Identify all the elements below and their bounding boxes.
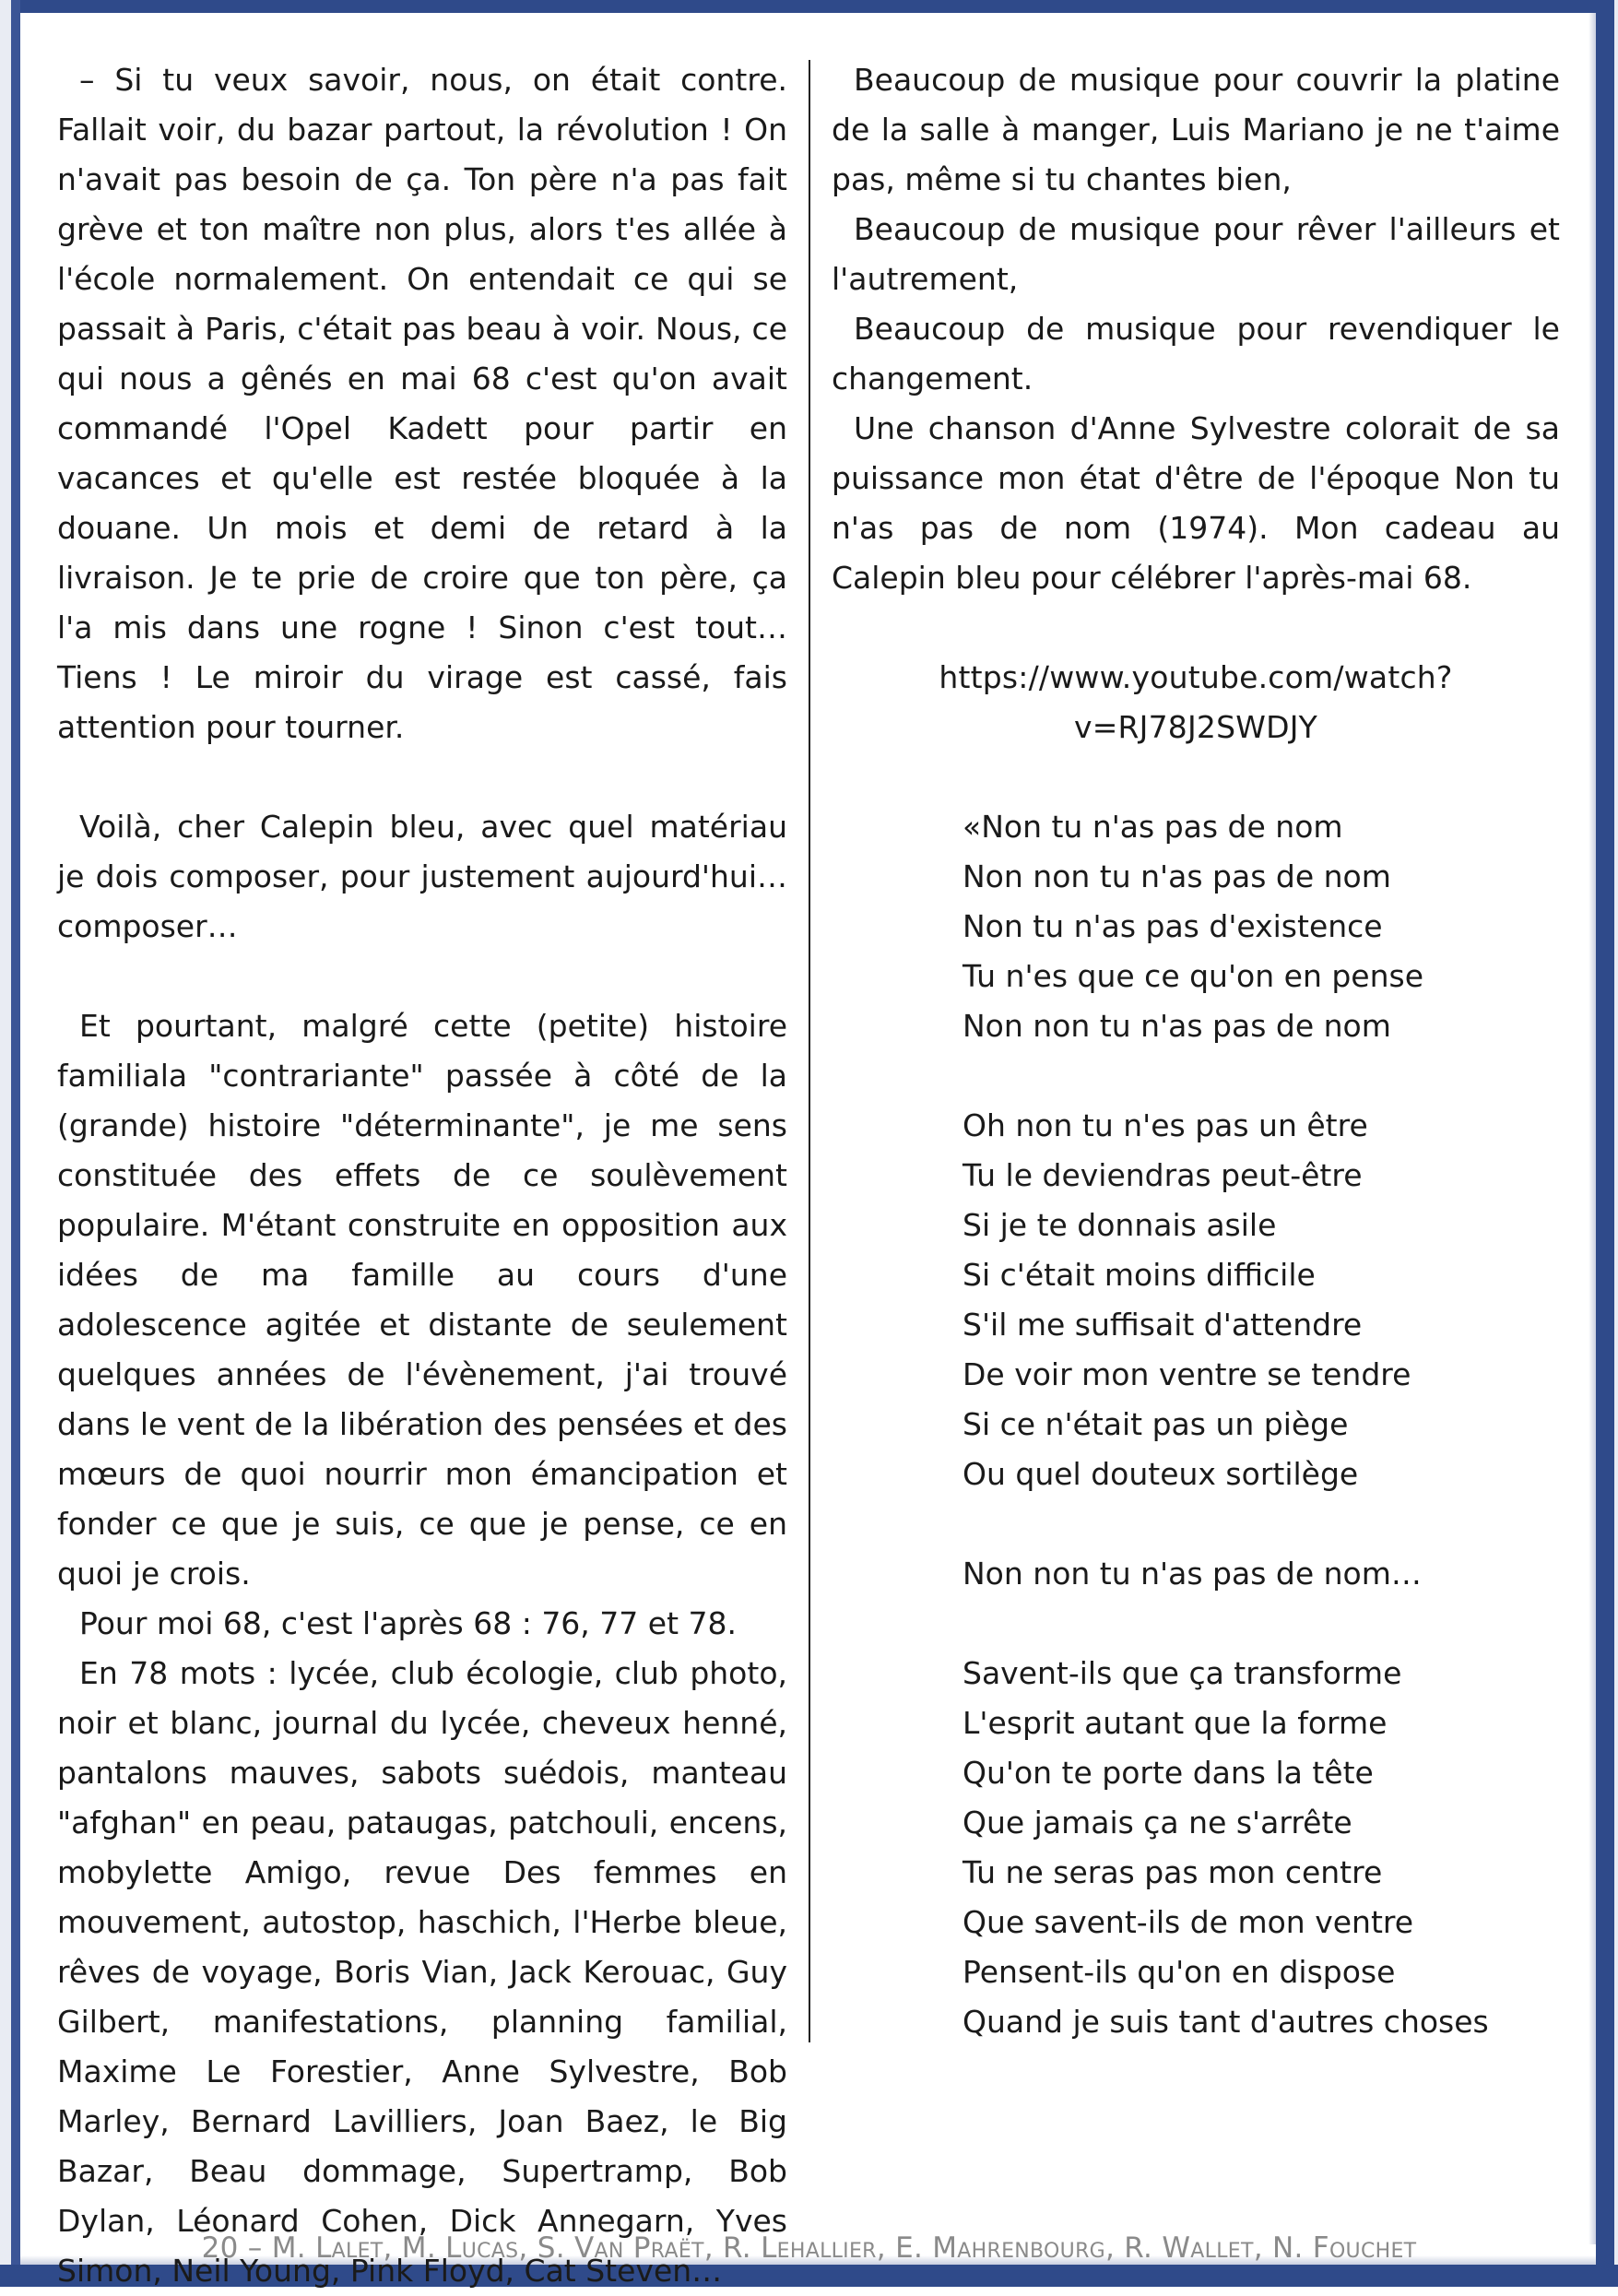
paragraph-gap xyxy=(832,752,1560,802)
paragraph-histoire: Et pourtant, malgré cette (petite) histoire familiala "contrariante" passée à côté de la (grande) histoire "déterminante", je me sens constituée des effets de ce soulèvement populaire. M'étant construite en opposition aux idées de ma famille au cours d'une adolescence agitée et distante de seulement quelques années de l'évènement, j'ai trouvé dans le vent de la libération des pensées et des mœurs de quoi nourrir mon émancipation et fonder ce que je suis, ce que je pense, ce en quoi je crois. xyxy=(57,1008,787,1592)
column-divider xyxy=(809,60,810,2042)
poem-line: L'esprit autant que la forme xyxy=(963,1705,1388,1741)
poem-line: Tu n'es que ce qu'on en pense xyxy=(963,958,1424,994)
paragraph-calepin: Voilà, cher Calepin bleu, avec quel matériau je dois composer, pour justement aujourd'hui… composer… xyxy=(57,809,787,944)
poem-lyrics xyxy=(963,802,1560,2047)
paragraph-musique-3: Beaucoup de musique pour revendiquer le changement. xyxy=(832,311,1560,396)
page-footer: 20 – M. Lalet, M. Lucas, S. Van Praët, R. Lehallier, E. Mahrenbourg, R. Wallet, N. Fouchet xyxy=(201,2231,1417,2265)
poem-line: Si ce n'était pas un piège xyxy=(963,1406,1349,1442)
frame-top-border xyxy=(17,0,1605,13)
poem-line: Quand je suis tant d'autres choses xyxy=(963,2004,1489,2040)
left-column xyxy=(57,55,787,2296)
frame-right-border xyxy=(1596,0,1618,2287)
youtube-link[interactable]: https://www.youtube.com/watch?v=RJ78J2SWDJY xyxy=(939,659,1453,745)
poem-line: Non non tu n'as pas de nom xyxy=(963,858,1391,894)
paragraph-dialogue: – Si tu veux savoir, nous, on était contre. Fallait voir, du bazar partout, la révolution ! On n'avait pas besoin de ça. Ton père n'a pas fait grève et ton maître non plus, alors t'es allée à l'école normalement. On entendait ce qui se passait à Paris, c'était pas beau à voir. Nous, ce qui nous a gênés en mai 68 c'est qu'on avait commandé l'Opel Kadett pour partir en vacances et qu'elle est restée bloquée à la douane. Un mois et demi de retard à la livraison. Je te prie de croire que ton père, ça l'a mis dans une rogne ! Sinon c'est tout… Tiens ! Le miroir du virage est cassé, fais attention pour tourner. xyxy=(57,62,787,745)
poem-line: Que jamais ça ne s'arrête xyxy=(963,1805,1352,1840)
poem-line: Tu ne seras pas mon centre xyxy=(963,1854,1383,1890)
poem-line: Non tu n'as pas d'existence xyxy=(963,908,1383,944)
poem-line: Que savent-ils de mon ventre xyxy=(963,1904,1414,1940)
stanza-gap xyxy=(963,1599,1560,1649)
paragraph-78-mots: En 78 mots : lycée, club écologie, club photo, noir et blanc, journal du lycée, cheveux henné, pantalons mauves, sabots suédois, manteau "afghan" en peau, pataugas, patchouli, encens, mobylette Amigo, revue Des femmes en mouvement, autostop, haschich, l'Herbe bleue, rêves de voyage, Boris Vian, Jack Kerouac, Guy Gilbert, manifestations, planning familial, Maxime Le Forestier, Anne Sylvestre, Bob Marley, Bernard Lavilliers, Joan Baez, le Big Bazar, Beau dommage, Supertramp, Bob Dylan, Léonard Cohen, Dick Annegarn, Yves Simon, Neil Young, Pink Floyd, Cat Steven… xyxy=(57,1655,787,2289)
paragraph-gap xyxy=(832,603,1560,653)
paragraph-musique-2: Beaucoup de musique pour rêver l'ailleurs et l'autrement, xyxy=(832,211,1560,297)
poem-line: Tu le deviendras peut-être xyxy=(963,1157,1363,1193)
poem-line: S'il me suffisait d'attendre xyxy=(963,1307,1363,1343)
poem-line: Oh non tu n'es pas un être xyxy=(963,1107,1368,1143)
paragraph-apres-68: Pour moi 68, c'est l'après 68 : 76, 77 et 78. xyxy=(79,1605,737,1641)
poem-line: Non non tu n'as pas de nom… xyxy=(963,1556,1422,1592)
poem-line: Non non tu n'as pas de nom xyxy=(963,1008,1391,1044)
poem-line: «Non tu n'as pas de nom xyxy=(963,809,1343,845)
paragraph-gap xyxy=(57,752,787,802)
poem-line: Savent-ils que ça transforme xyxy=(963,1655,1402,1691)
poem-line: Si c'était moins difficile xyxy=(963,1257,1316,1293)
stanza-gap xyxy=(963,1051,1560,1101)
poem-line: Ou quel douteux sortilège xyxy=(963,1456,1359,1492)
paragraph-musique-1: Beaucoup de musique pour couvrir la platine de la salle à manger, Luis Mariano je ne t'aime pas, même si tu chantes bien, xyxy=(832,62,1560,197)
paragraph-chanson: Une chanson d'Anne Sylvestre colorait de sa puissance mon état d'être de l'époque Non tu n'as pas de nom (1974). Mon cadeau au Calepin bleu pour célébrer l'après-mai 68. xyxy=(832,410,1560,596)
right-column xyxy=(832,55,1560,2047)
frame-left-border xyxy=(0,0,20,2287)
poem-line: Qu'on te porte dans la tête xyxy=(963,1755,1374,1791)
poem-line: Pensent-ils qu'on en dispose xyxy=(963,1954,1396,1990)
poem-line: De voir mon ventre se tendre xyxy=(963,1356,1411,1392)
paragraph-gap xyxy=(57,952,787,1001)
stanza-gap xyxy=(963,1499,1560,1549)
poem-line: Si je te donnais asile xyxy=(963,1207,1277,1243)
frame-right-shadow xyxy=(1588,13,1596,2244)
